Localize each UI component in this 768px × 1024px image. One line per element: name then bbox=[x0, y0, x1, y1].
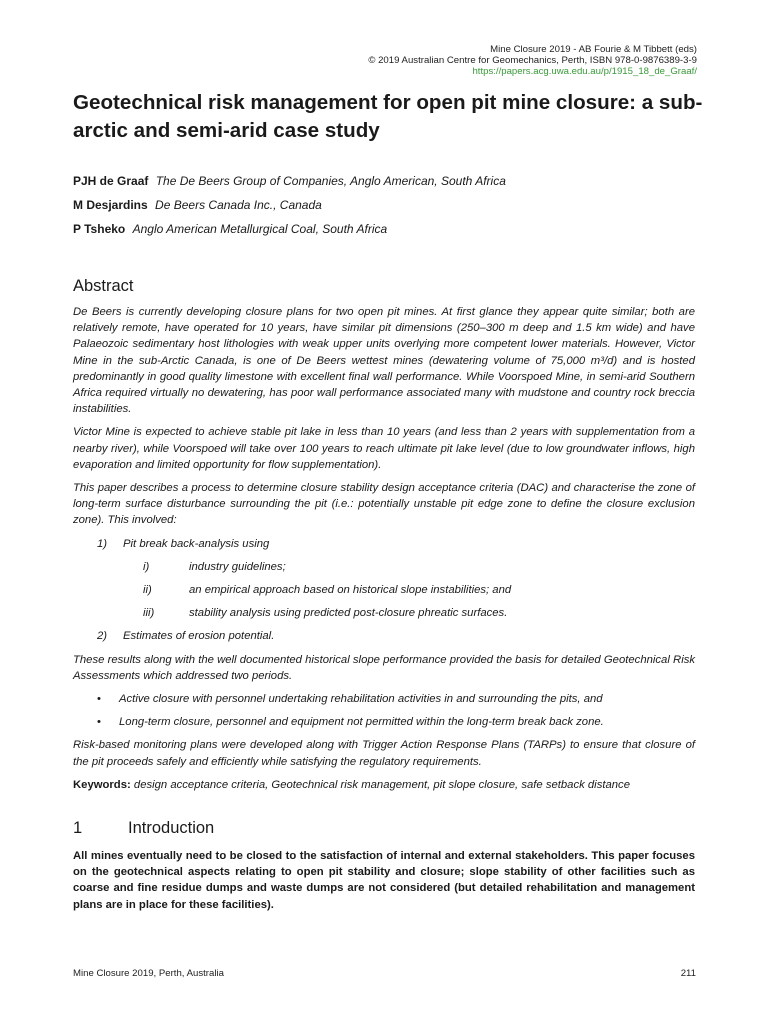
abstract-paragraph: These results along with the well documented historical slope performance provided the basis for detailed Geotechnical Risk Assessments which addressed two periods. bbox=[73, 653, 695, 682]
abstract-paragraph: Risk-based monitoring plans were developed along with Trigger Action Response Plans (TARPs) to ensure that closure of the pit proceeds safely and efficiently while satisfying the regulatory requirements. bbox=[73, 739, 695, 768]
sub-item-text: stability analysis using predicted post-closure phreatic surfaces. bbox=[189, 607, 508, 620]
sub-item-text: industry guidelines; bbox=[189, 560, 286, 573]
header-proceedings: Mine Closure 2019 - AB Fourie & M Tibbett (eds) bbox=[490, 44, 697, 55]
item-text: Estimates of erosion potential. bbox=[123, 630, 275, 643]
item-text: Pit break back-analysis using bbox=[123, 537, 270, 550]
author-row bbox=[73, 222, 713, 246]
bullet-icon: • bbox=[97, 693, 101, 706]
keywords-label: Keywords: bbox=[73, 778, 131, 791]
item-number: 2) bbox=[97, 630, 108, 643]
abstract-paragraph: Victor Mine is expected to achieve stable pit lake in less than 10 years (and less than 2 years with supplementation from a nearby river), while Voorspoed will take over 100 years to reach ultimate pit lake level (due to low groundwater inflows, high evaporation and limited opportunity for flow supplementation). bbox=[73, 426, 695, 471]
bullet-text: Long-term closure, personnel and equipment not permitted within the long-term break back zone. bbox=[119, 716, 604, 729]
sub-item-number: i) bbox=[143, 560, 150, 573]
author-name: PJH de Graaf bbox=[73, 174, 149, 188]
section-number: 1 bbox=[73, 819, 83, 837]
author-name: P Tsheko bbox=[73, 222, 126, 236]
abstract-paragraph: This paper describes a process to determine closure stability design acceptance criteria (DAC) and characterise the zone of long-term surface disturbance surrounding the pit (i.e.: potentially unstable pit edge zone to define the closure exclusion zone). This involved: bbox=[73, 482, 695, 527]
bullet-item bbox=[73, 714, 695, 730]
sub-item-text: an empirical approach based on historical slope instabilities; and bbox=[189, 584, 512, 597]
keywords-list: design acceptance criteria, Geotechnical risk management, pit slope closure, safe setback distance bbox=[133, 778, 630, 791]
author-affiliation: The De Beers Group of Companies, Anglo American, South Africa bbox=[155, 174, 506, 188]
keywords-line bbox=[73, 777, 695, 793]
paper-title: Geotechnical risk management for open pit mine closure: a sub-arctic and semi-arid case study bbox=[73, 91, 703, 142]
sub-item-number: iii) bbox=[143, 607, 155, 620]
footer-conference: Mine Closure 2019, Perth, Australia bbox=[73, 968, 224, 979]
abstract-heading: Abstract bbox=[73, 277, 134, 295]
author-affiliation: Anglo American Metallurgical Coal, South Africa bbox=[132, 222, 388, 236]
bullet-text: Active closure with personnel undertaking rehabilitation activities in and surrounding the pits, and bbox=[119, 693, 603, 706]
item-number: 1) bbox=[97, 537, 108, 550]
author-affiliation: De Beers Canada Inc., Canada bbox=[155, 198, 322, 212]
author-row bbox=[73, 174, 713, 198]
author-name: M Desjardins bbox=[73, 198, 148, 212]
author-row bbox=[73, 198, 713, 222]
section-title: Introduction bbox=[128, 819, 215, 837]
running-header bbox=[368, 44, 697, 78]
sub-item bbox=[73, 582, 695, 598]
sub-item-number: ii) bbox=[143, 584, 152, 597]
numbered-item bbox=[73, 536, 695, 552]
bullet-icon: • bbox=[97, 716, 101, 729]
section-heading bbox=[73, 819, 214, 838]
sub-item bbox=[73, 605, 695, 621]
abstract-paragraph: De Beers is currently developing closure plans for two open pit mines. At first glance they appear quite similar; both are relatively remote, have operated for 10 years, have similar pit dimensions (250–300 m deep and 1.5 km wide) and have Palaeozoic sedimentary host lithologies with weak upper units overlying more competent lower materials. However, Victor Mine in the sub-Arctic Canada, is one of De Beers wettest mines (dewatering volume of 75,000 m³/d) and is hosted predominantly in good quality limestone with excellent final wall performance. While Voorspoed Mine, in semi-arid Southern Africa required virtually no dewatering, has poor wall performance associated many with mudstone and country rock breccia instabilities. bbox=[73, 306, 695, 416]
intro-paragraph: All mines eventually need to be closed to the satisfaction of internal and external stakeholders. This paper focuses on the geotechnical aspects relating to open pit stability and closure; slope stability of other facilities such as coarse and fine residue dumps and waste dumps are not considered (but detailed rehabilitation and management plans are in place for these facilities). bbox=[73, 850, 695, 911]
sub-item bbox=[73, 559, 695, 575]
page-number: 211 bbox=[680, 968, 696, 979]
bullet-item bbox=[73, 691, 695, 707]
header-copyright: © 2019 Australian Centre for Geomechanics, Perth, ISBN 978-0-9876389-3-9 bbox=[368, 55, 697, 67]
abstract-body bbox=[73, 304, 695, 800]
author-list bbox=[73, 174, 713, 246]
header-url-link[interactable]: https://papers.acg.uwa.edu.au/p/1915_18_de_Graaf/ bbox=[472, 66, 697, 78]
numbered-item bbox=[73, 628, 695, 644]
